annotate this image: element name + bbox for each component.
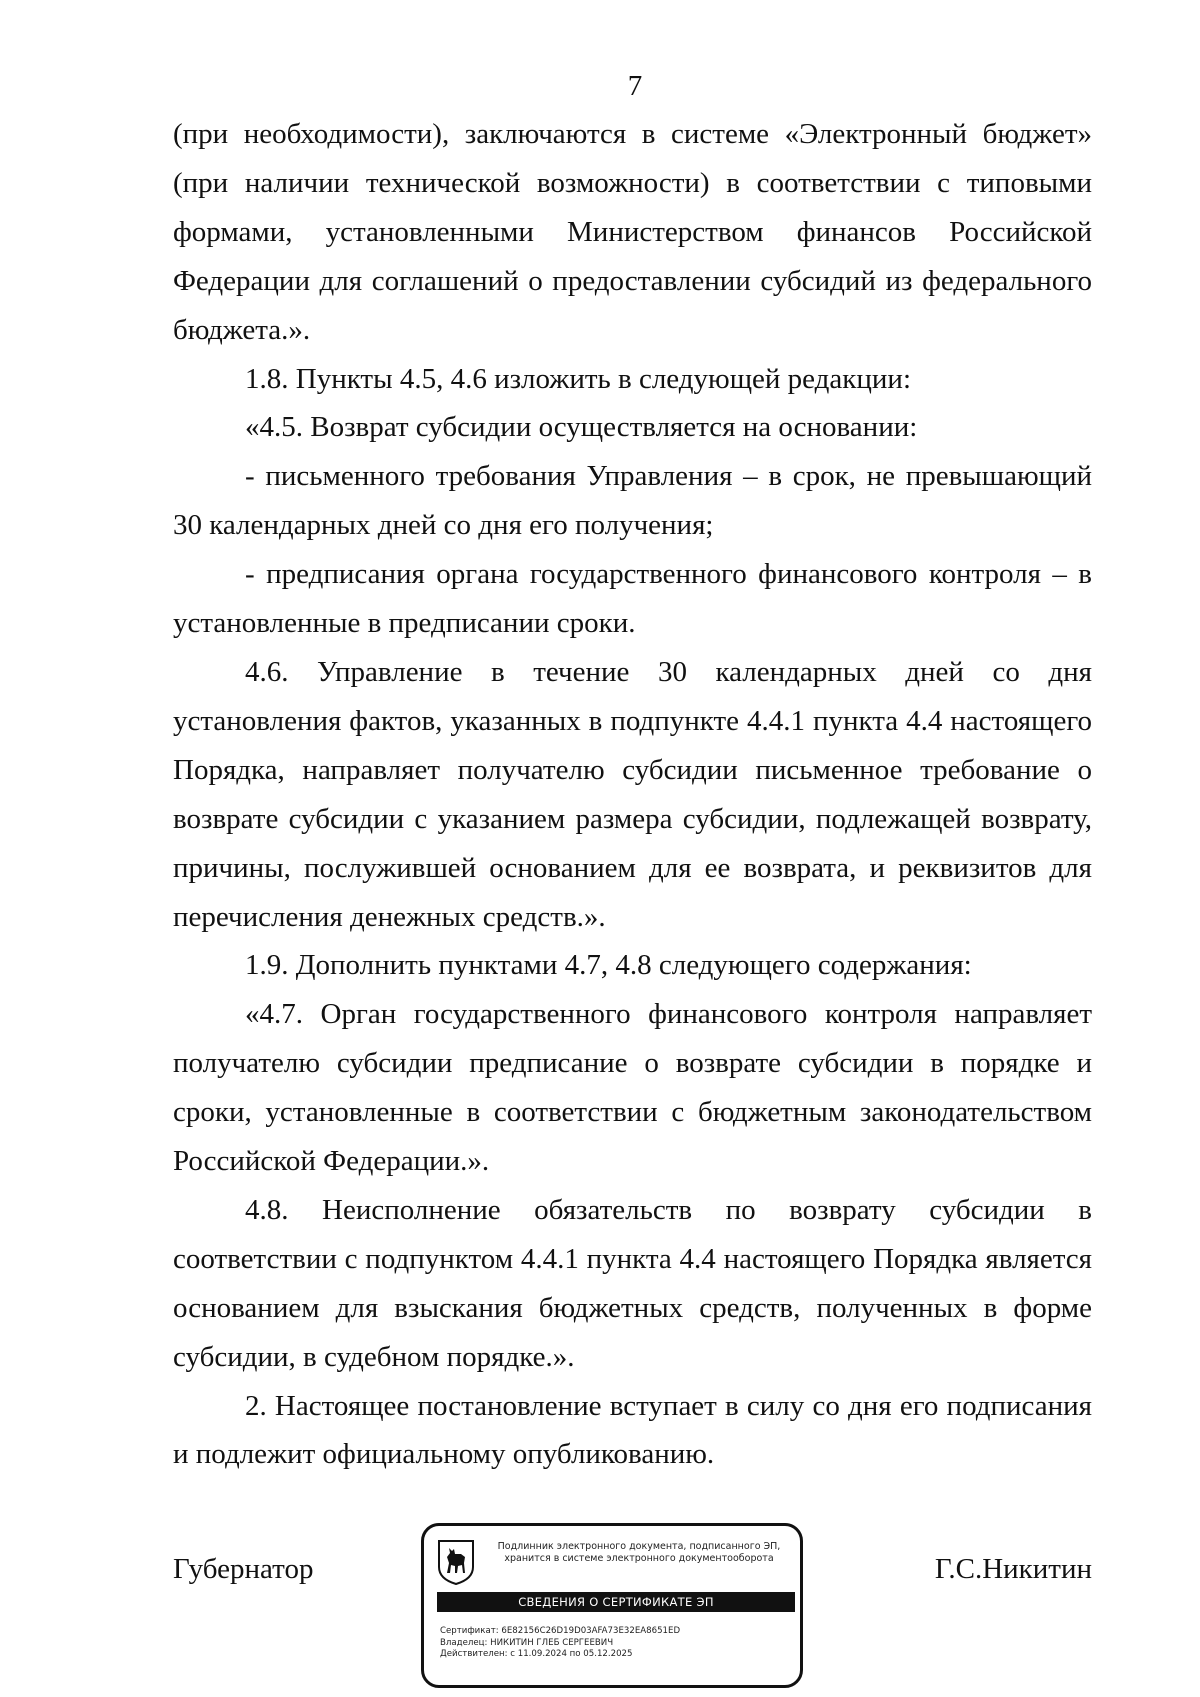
paragraph: «4.5. Возврат субсидии осуществляется на основании:	[245, 411, 918, 444]
document-body	[173, 110, 1092, 1479]
page-number: 7	[627, 70, 643, 102]
certificate-validity: Действителен: с 11.09.2024 по 05.12.2025	[440, 1649, 633, 1659]
signatory-position: Губернатор	[173, 1553, 314, 1585]
coat-of-arms-icon	[437, 1539, 475, 1585]
paragraph: - предписания органа государственного финансового контроля – в установленные в предписании сроки.	[173, 558, 1092, 640]
stamp-note-line: хранится в системе электронного документооборота	[504, 1553, 774, 1564]
signatory-name: Г.С.Никитин	[934, 1553, 1092, 1585]
certificate-details	[440, 1626, 796, 1661]
paragraph: 4.6. Управление в течение 30 календарных дней со дня установления фактов, указанных в подпункте 4.4.1 пункта 4.4 настоящего Порядка, направляет получателю субсидии письменное требование о возврате субсидии с указанием размера субсидии, подлежащей возврату, причины, послужившей основанием для ее возврата, и реквизитов для перечисления денежных средств.».	[173, 655, 1092, 933]
stamp-header: СВЕДЕНИЯ О СЕРТИФИКАТЕ ЭП	[437, 1592, 795, 1612]
stamp-note	[480, 1541, 798, 1565]
paragraph: 1.9. Дополнить пунктами 4.7, 4.8 следующего содержания:	[245, 949, 972, 982]
electronic-signature-stamp	[421, 1523, 803, 1688]
paragraph: 2. Настоящее постановление вступает в силу со дня его подписания и подлежит официальному опубликованию.	[173, 1389, 1092, 1471]
paragraph: «4.7. Орган государственного финансового контроля направляет получателю субсидии предписание о возврате субсидии в порядке и сроки, установленные в соответствии с бюджетным законодательством Российской Федерации.».	[173, 998, 1092, 1178]
paragraph: 4.8. Неисполнение обязательств по возврату субсидии в соответствии с подпунктом 4.4.1 пункта 4.4 настоящего Порядка является основанием для взыскания бюджетных средств, полученных в форме субсидии, в судебном порядке.».	[173, 1193, 1092, 1373]
paragraph: - письменного требования Управления – в срок, не превышающий 30 календарных дней со дня его получения;	[173, 460, 1092, 542]
certificate-owner: Владелец: НИКИТИН ГЛЕБ СЕРГЕЕВИЧ	[440, 1637, 614, 1648]
stamp-note-line: Подлинник электронного документа, подписанного ЭП,	[497, 1541, 781, 1552]
certificate-serial: Сертификат: 6E82156C26D19D03AFA73E32EA8651ED	[440, 1626, 681, 1636]
paragraph: (при необходимости), заключаются в системе «Электронный бюджет» (при наличии технической возможности) в соответствии с типовыми формами, установленными Министерством финансов Российской Федерации для соглашений о предоставлении субсидий из федерального бюджета.».	[173, 118, 1092, 346]
paragraph: 1.8. Пункты 4.5, 4.6 изложить в следующей редакции:	[245, 362, 911, 395]
